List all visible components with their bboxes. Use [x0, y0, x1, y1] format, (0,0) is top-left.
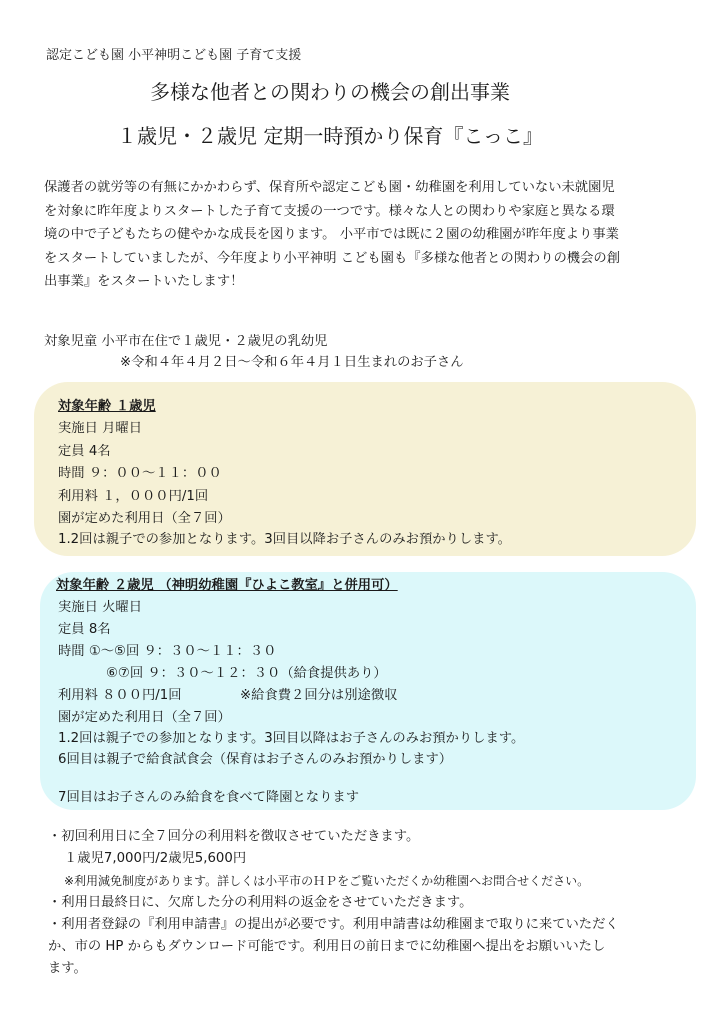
intro-line: 出事業』をスタートいたします！ — [44, 274, 244, 289]
age-2-note-1: 1.2回は親子での参加となります。3回目以降はお子さんのみお預かりします。 — [58, 731, 525, 746]
age-1-info-box — [34, 382, 696, 556]
age-2-day: 実施日 火曜日 — [58, 600, 143, 615]
note-line: か、市の HP からもダウンロード可能です。利用日の前日までに幼稚園へ提出をお願いいたし — [48, 939, 606, 954]
target-birthdates: ※令和４年４月２日～令和６年４月１日生まれのお子さん — [120, 355, 464, 370]
note-line: ※利用減免制度があります。詳しくは小平市のＨＰをご覧いただくか幼稚園へお問合せください。 — [64, 874, 590, 888]
age-2-time-2: ⑥⑦回 ９：３０～１２：３０（給食提供あり） — [106, 666, 387, 681]
age-1-note: 1.2回は親子での参加となります。3回目以降お子さんのみお預かりします。 — [58, 532, 511, 547]
age-2-fee: 利用料 ８００円/1回 — [58, 688, 182, 703]
age-1-capacity: 定員 4名 — [58, 444, 111, 459]
age-2-capacity: 定員 8名 — [58, 622, 111, 637]
age-1-day: 実施日 月曜日 — [58, 421, 143, 436]
age-2-info-box — [40, 572, 696, 810]
title-line-2: １歳児・２歳児 定期一時預かり保育『こっこ』 — [117, 124, 543, 148]
note-line: ・利用日最終日に、欠席した分の利用料の返金をさせていただきます。 — [48, 895, 473, 910]
age-2-time-1: 時間 ①～⑤回 ９：３０～１１：３０ — [58, 644, 277, 659]
title-line-1: 多様な他者との関わりの機会の創出事業 — [150, 80, 510, 104]
age-2-note-2: 6回目は親子で給食試食会（保育はお子さんのみお預かりします） — [58, 752, 453, 767]
age-2-fee-note: ※給食費２回分は別途徴収 — [240, 688, 398, 703]
intro-line: をスタートしていましたが、今年度より小平神明 こども園も『多様な他者との関わりの機会の創 — [44, 250, 620, 266]
age-2-heading: 対象年齢 ２歳児 （神明幼稚園『ひよこ教室』と併用可） — [56, 578, 398, 593]
note-line: ます。 — [48, 961, 87, 976]
note-line: １歳児7,000円/2歳児5,600円 — [64, 851, 247, 866]
age-2-note-3: 7回目はお子さんのみ給食を食べて降園となります — [58, 790, 359, 805]
age-1-heading: 対象年齢 １歳児 — [58, 399, 156, 414]
age-1-days: 園が定めた利用日（全７回） — [58, 511, 231, 526]
intro-line: 保護者の就労等の有無にかかわらず、保育所や認定こども園・幼稚園を利用していない未就園児 — [44, 180, 615, 195]
age-2-days: 園が定めた利用日（全７回） — [58, 710, 231, 725]
target-children: 対象児童 小平市在住で１歳児・２歳児の乳幼児 — [44, 334, 328, 349]
intro-line: を対象に昨年度よりスタートした子育て支援の一つです。様々な人との関わりや家庭と異なる環 — [44, 203, 615, 219]
notes-section — [48, 826, 698, 980]
header-line: 認定こども園 小平神明こども園 子育て支援 — [46, 48, 302, 63]
age-1-time: 時間 ９：００～１１：００ — [58, 466, 222, 481]
note-line: ・利用者登録の『利用申請書』の提出が必要です。利用申請書は幼稚園まで取りに来ていただく — [48, 917, 619, 932]
age-1-fee: 利用料 １，０００円/1回 — [58, 489, 209, 504]
note-line: ・初回利用日に全７回分の利用料を徴収させていただきます。 — [48, 829, 420, 844]
intro-paragraph — [44, 176, 684, 294]
intro-line: 境の中で子どもたちの健やかな成長を図ります。 小平市では既に２園の幼稚園が昨年度より事業 — [44, 227, 619, 242]
